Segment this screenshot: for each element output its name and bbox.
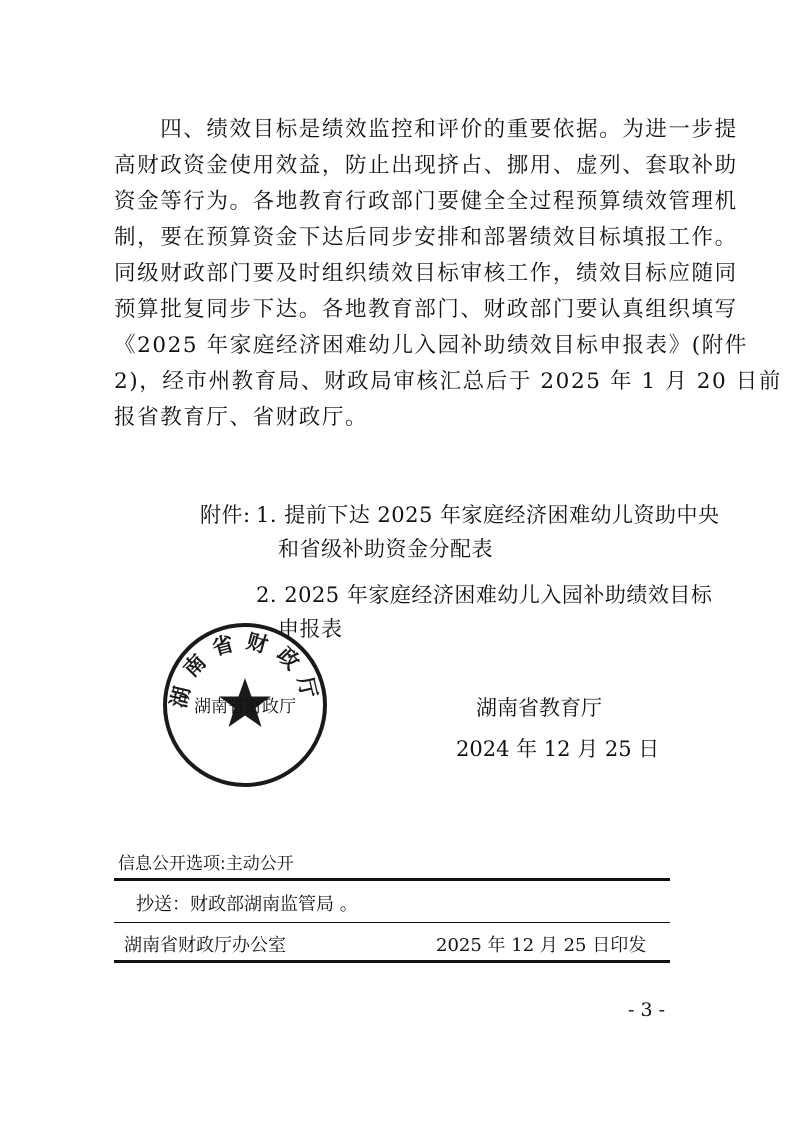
body-line-8: 2)，经市州教育局、财政局审核汇总后于 2025 年 1 月 20 日前 [114, 369, 782, 394]
attachment-1-line-2: 和省级补助资金分配表 [278, 537, 493, 561]
disclosure-option: 信息公开选项:主动公开 [118, 854, 294, 874]
footer-rule-bottom [114, 960, 670, 963]
seal-arc-text: 湖南省财政厅 [166, 628, 324, 711]
official-seal [160, 620, 330, 790]
attachment-label: 附件: [200, 503, 251, 527]
attachment-2-line-1: 2. 2025 年家庭经济困难幼儿入园补助绩效目标 [256, 583, 713, 607]
body-line-1: 四、绩效目标是绩效监控和评价的重要依据。为进一步提 [114, 117, 738, 142]
seal-center-text: 湖南省财政厅 [194, 697, 296, 717]
body-line-5: 同级财政部门要及时组织绩效目标审核工作，绩效目标应随同 [114, 261, 738, 286]
body-line-6: 预算批复同步下达。各地教育部门、财政部门要认真组织填写 [114, 297, 738, 322]
print-date: 2025 年 12 月 25 日印发 [436, 935, 647, 956]
page-number: - 3 - [628, 999, 666, 1021]
issuing-office: 湖南省财政厅办公室 [124, 935, 286, 956]
footer-rule-middle [114, 922, 670, 923]
cc-line: 抄送：财政部湖南监管局 。 [136, 894, 358, 915]
attachment-2-line-2: 申报表 [278, 617, 343, 641]
body-line-9: 报省教育厅、省财政厅。 [114, 405, 369, 430]
signature-org: 湖南省教育厅 [476, 696, 602, 720]
body-line-4: 制，要在预算资金下达后同步安排和部署绩效目标填报工作。 [114, 225, 738, 250]
attachment-1-line-1: 1. 提前下达 2025 年家庭经济困难幼儿资助中央 [256, 503, 720, 527]
signature-date: 2024 年 12 月 25 日 [456, 737, 660, 761]
footer-rule-top [114, 878, 670, 881]
body-line-2: 高财政资金使用效益，防止出现挤占、挪用、虚列、套取补助 [114, 153, 738, 178]
body-line-3: 资金等行为。各地教育行政部门要健全全过程预算绩效管理机 [114, 189, 738, 214]
body-line-7: 《2025 年家庭经济困难幼儿入园补助绩效目标申报表》(附件 [114, 333, 748, 358]
